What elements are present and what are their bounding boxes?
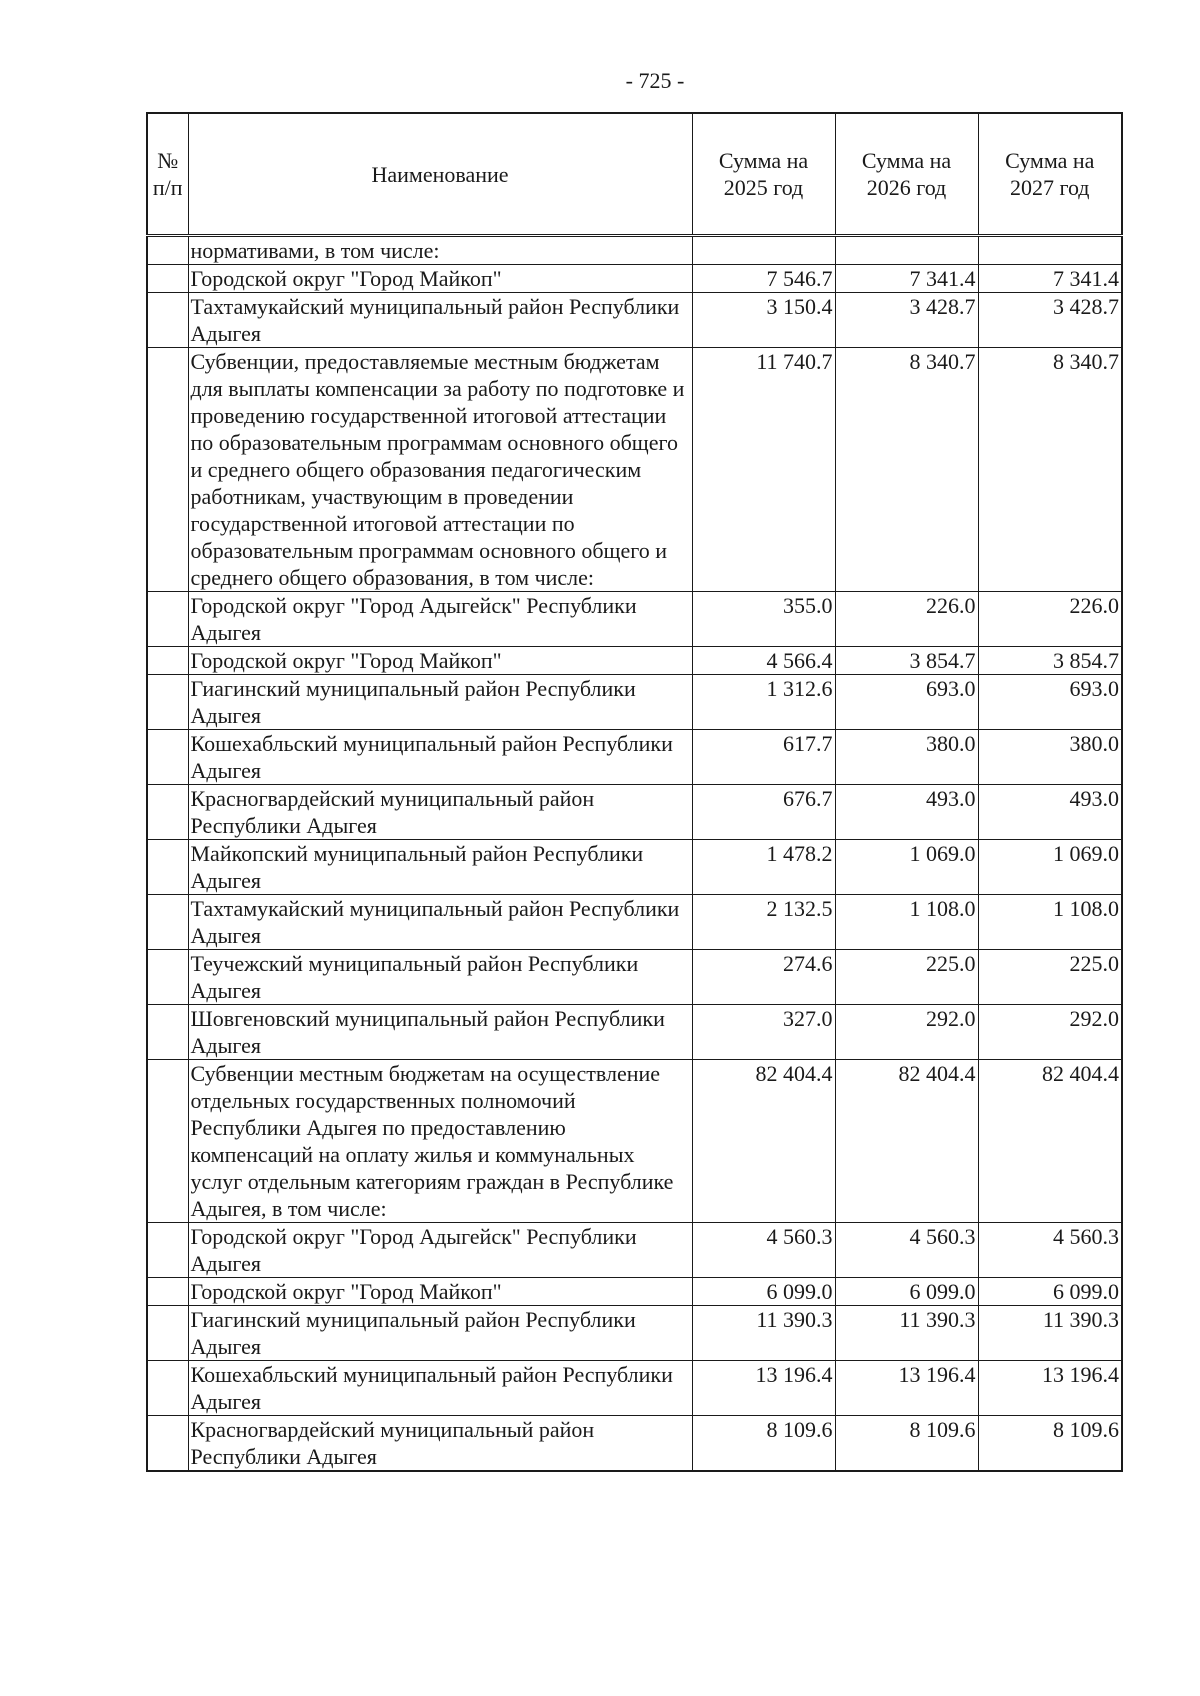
row-number-cell: [147, 265, 188, 293]
table-row: [147, 236, 1122, 265]
row-amount-2027: 8 340.7: [978, 348, 1122, 592]
row-name: Кошехабльский муниципальный район Республики Адыгея: [188, 730, 692, 785]
row-name: Субвенции, предоставляемые местным бюджетам для выплаты компенсации за работу по подготовке и проведению государственной итоговой аттестации по образовательным программам основного общего и среднего общего образования педагогическим работникам, участвующим в проведении государственной итоговой аттестации по образовательным программам основного общего и среднего общего образования, в том числе:: [188, 348, 692, 592]
row-amount-2025: 617.7: [692, 730, 835, 785]
row-number-cell: [147, 293, 188, 348]
row-amount-2026: 6 099.0: [835, 1278, 978, 1306]
row-number-cell: [147, 1278, 188, 1306]
table-row: [147, 785, 1122, 840]
row-name: Городской округ "Город Майкоп": [188, 647, 692, 675]
page-number: - 725 -: [625, 68, 685, 93]
table-header-row: [147, 113, 1122, 236]
row-amount-2027: 3 854.7: [978, 647, 1122, 675]
row-amount-2025: 11 390.3: [692, 1306, 835, 1361]
row-number-cell: [147, 1416, 188, 1472]
table-row: [147, 1005, 1122, 1060]
header-2026: Сумма на 2026 год: [835, 113, 978, 236]
table-row: [147, 950, 1122, 1005]
row-number-cell: [147, 647, 188, 675]
row-amount-2025: 3 150.4: [692, 293, 835, 348]
row-name: Красногвардейский муниципальный район Республики Адыгея: [188, 1416, 692, 1472]
row-amount-2027: 3 428.7: [978, 293, 1122, 348]
table-row: [147, 592, 1122, 647]
row-name: Кошехабльский муниципальный район Республики Адыгея: [188, 1361, 692, 1416]
row-amount-2027: 8 109.6: [978, 1416, 1122, 1472]
row-amount-2026: 380.0: [835, 730, 978, 785]
table-row: [147, 1223, 1122, 1278]
row-name: Тахтамукайский муниципальный район Республики Адыгея: [188, 895, 692, 950]
row-number-cell: [147, 675, 188, 730]
row-amount-2025: 11 740.7: [692, 348, 835, 592]
row-amount-2026: 8 109.6: [835, 1416, 978, 1472]
budget-table: [146, 112, 1123, 1472]
row-amount-2026: 7 341.4: [835, 265, 978, 293]
table-row: [147, 1306, 1122, 1361]
row-amount-2025: 1 478.2: [692, 840, 835, 895]
row-amount-2027: 1 069.0: [978, 840, 1122, 895]
row-number-cell: [147, 950, 188, 1005]
row-amount-2027: 693.0: [978, 675, 1122, 730]
row-amount-2026: 13 196.4: [835, 1361, 978, 1416]
row-amount-2026: 3 854.7: [835, 647, 978, 675]
row-number-cell: [147, 1361, 188, 1416]
row-name: нормативами, в том числе:: [188, 236, 692, 265]
row-amount-2027: 7 341.4: [978, 265, 1122, 293]
table-row: [147, 730, 1122, 785]
row-number-cell: [147, 785, 188, 840]
row-name: Городской округ "Город Майкоп": [188, 1278, 692, 1306]
row-amount-2026: 1 069.0: [835, 840, 978, 895]
row-amount-2025: 274.6: [692, 950, 835, 1005]
table-body: [147, 236, 1122, 1472]
row-amount-2025: 4 560.3: [692, 1223, 835, 1278]
row-amount-2026: 226.0: [835, 592, 978, 647]
row-name: Гиагинский муниципальный район Республики Адыгея: [188, 1306, 692, 1361]
row-amount-2026: [835, 236, 978, 265]
row-name: Городской округ "Город Адыгейск" Республики Адыгея: [188, 592, 692, 647]
row-amount-2026: 8 340.7: [835, 348, 978, 592]
row-amount-2027: 226.0: [978, 592, 1122, 647]
row-number-cell: [147, 348, 188, 592]
row-amount-2025: 13 196.4: [692, 1361, 835, 1416]
row-name: Субвенции местным бюджетам на осуществление отдельных государственных полномочий Республики Адыгея по предоставлению компенсаций на оплату жилья и коммунальных услуг отдельным категориям граждан в Республике Адыгея, в том числе:: [188, 1060, 692, 1223]
header-name: Наименование: [188, 113, 692, 236]
row-amount-2025: 82 404.4: [692, 1060, 835, 1223]
row-number-cell: [147, 1005, 188, 1060]
row-amount-2027: 380.0: [978, 730, 1122, 785]
row-number-cell: [147, 730, 188, 785]
row-amount-2026: 4 560.3: [835, 1223, 978, 1278]
header-2025: Сумма на 2025 год: [692, 113, 835, 236]
table-row: [147, 1361, 1122, 1416]
row-amount-2025: [692, 236, 835, 265]
row-amount-2025: 8 109.6: [692, 1416, 835, 1472]
row-amount-2027: 493.0: [978, 785, 1122, 840]
row-name: Гиагинский муниципальный район Республики Адыгея: [188, 675, 692, 730]
row-name: Майкопский муниципальный район Республики Адыгея: [188, 840, 692, 895]
row-number-cell: [147, 895, 188, 950]
row-amount-2027: [978, 236, 1122, 265]
table-row: [147, 675, 1122, 730]
row-amount-2025: 7 546.7: [692, 265, 835, 293]
row-amount-2025: 676.7: [692, 785, 835, 840]
row-number-cell: [147, 592, 188, 647]
table-row: [147, 293, 1122, 348]
row-amount-2026: 693.0: [835, 675, 978, 730]
row-name: Теучежский муниципальный район Республики Адыгея: [188, 950, 692, 1005]
row-number-cell: [147, 1060, 188, 1223]
row-name: Тахтамукайский муниципальный район Республики Адыгея: [188, 293, 692, 348]
header-2027: Сумма на 2027 год: [978, 113, 1122, 236]
row-number-cell: [147, 236, 188, 265]
header-num: № п/п: [147, 113, 188, 236]
row-amount-2025: 6 099.0: [692, 1278, 835, 1306]
row-amount-2027: 13 196.4: [978, 1361, 1122, 1416]
row-amount-2027: 11 390.3: [978, 1306, 1122, 1361]
row-name: Красногвардейский муниципальный район Республики Адыгея: [188, 785, 692, 840]
row-amount-2027: 1 108.0: [978, 895, 1122, 950]
table-row: [147, 1060, 1122, 1223]
table-row: [147, 1278, 1122, 1306]
row-amount-2026: 82 404.4: [835, 1060, 978, 1223]
row-amount-2025: 327.0: [692, 1005, 835, 1060]
row-amount-2025: 355.0: [692, 592, 835, 647]
table-row: [147, 265, 1122, 293]
table-row: [147, 647, 1122, 675]
table-row: [147, 348, 1122, 592]
row-number-cell: [147, 1223, 188, 1278]
row-amount-2026: 292.0: [835, 1005, 978, 1060]
row-amount-2026: 493.0: [835, 785, 978, 840]
row-number-cell: [147, 840, 188, 895]
table-row: [147, 895, 1122, 950]
row-amount-2026: 11 390.3: [835, 1306, 978, 1361]
row-name: Городской округ "Город Майкоп": [188, 265, 692, 293]
row-amount-2027: 4 560.3: [978, 1223, 1122, 1278]
row-amount-2027: 6 099.0: [978, 1278, 1122, 1306]
row-amount-2026: 3 428.7: [835, 293, 978, 348]
row-amount-2027: 225.0: [978, 950, 1122, 1005]
row-amount-2025: 2 132.5: [692, 895, 835, 950]
row-amount-2026: 1 108.0: [835, 895, 978, 950]
row-amount-2026: 225.0: [835, 950, 978, 1005]
row-name: Шовгеновский муниципальный район Республики Адыгея: [188, 1005, 692, 1060]
table-row: [147, 840, 1122, 895]
row-amount-2027: 292.0: [978, 1005, 1122, 1060]
row-amount-2027: 82 404.4: [978, 1060, 1122, 1223]
table-row: [147, 1416, 1122, 1472]
row-number-cell: [147, 1306, 188, 1361]
row-amount-2025: 1 312.6: [692, 675, 835, 730]
row-name: Городской округ "Город Адыгейск" Республики Адыгея: [188, 1223, 692, 1278]
row-amount-2025: 4 566.4: [692, 647, 835, 675]
